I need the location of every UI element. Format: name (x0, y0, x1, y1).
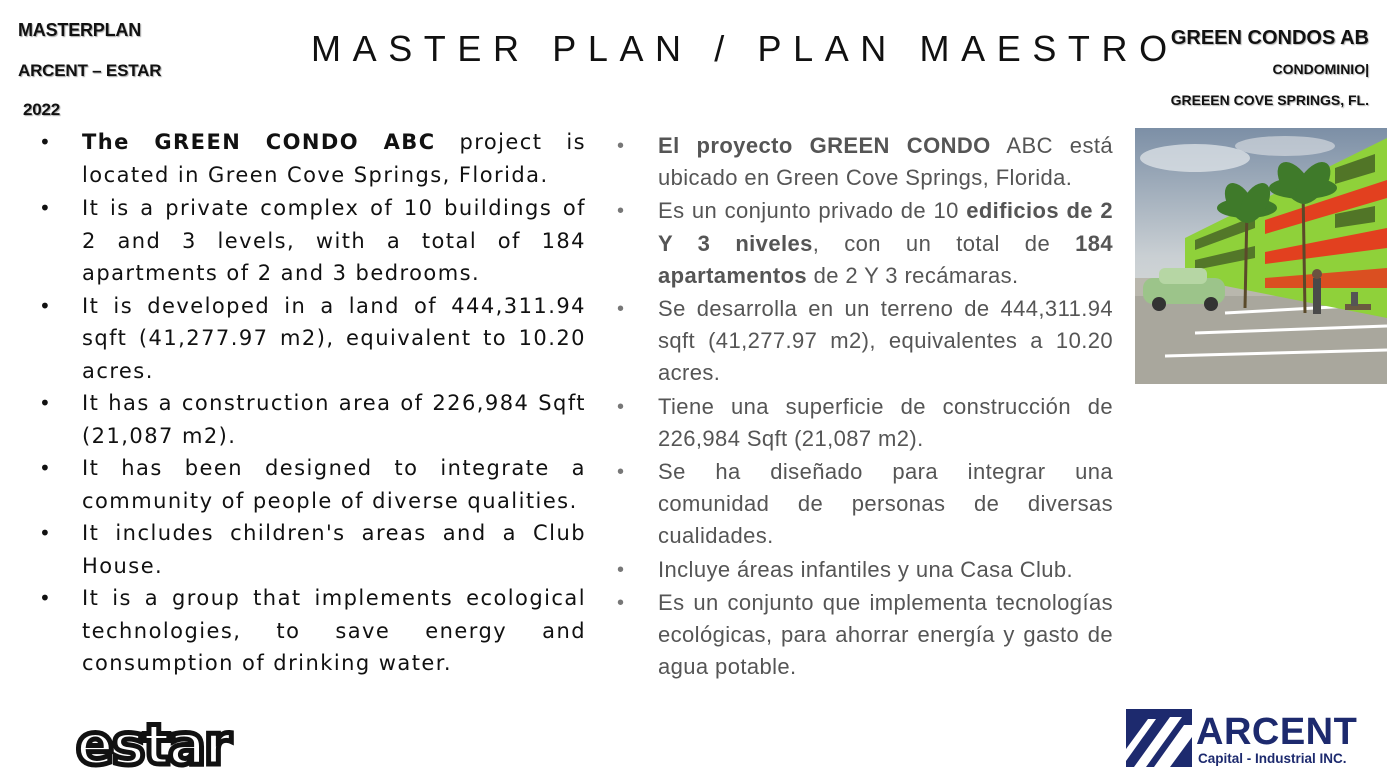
bullet-icon: • (617, 591, 625, 614)
list-item: • Se ha diseñado para integrar una comunidad de personas de diversas cualidades. (610, 456, 1113, 553)
list-item: • It has been designed to integrate a community of people of diverse qualities. (30, 452, 586, 517)
bullet-icon: • (617, 558, 625, 581)
list-item: • Es un conjunto privado de 10 edificios de 2 Y 3 niveles, con un total de 184 apartamentos de 2 Y 3 recámaras. (610, 195, 1113, 292)
english-description (30, 126, 586, 680)
spanish-description (610, 130, 1113, 684)
bullet-icon: • (39, 521, 53, 545)
arcent-tagline: Capital - Industrial INC. (1198, 751, 1347, 766)
project-type: CONDOMINIO| (1272, 61, 1369, 77)
page-title: MASTER PLAN / PLAN MAESTRO (311, 28, 1179, 69)
spanish-bullet-list (610, 130, 1113, 683)
year-label: 2022 (23, 100, 61, 119)
building-rendering-image (1135, 128, 1387, 384)
list-item: • Tiene una superficie de construcción de 226,984 Sqft (21,087 m2). (610, 391, 1113, 455)
list-item: • Es un conjunto que implementa tecnologías ecológicas, para ahorrar energía y gasto de agua potable. (610, 587, 1113, 684)
bullet-icon: • (39, 456, 53, 480)
bullet-icon: • (617, 395, 625, 418)
list-item: • Incluye áreas infantiles y una Casa Club. (610, 554, 1113, 586)
svg-text:estar: estar (76, 722, 230, 770)
bullet-icon: • (39, 391, 53, 415)
list-item: • It includes children's areas and a Club House. (30, 517, 586, 582)
arcent-wordmark: ARCENT (1196, 711, 1358, 753)
project-location: GREEEN COVE SPRINGS, FL. (1170, 92, 1369, 108)
bullet-icon: • (39, 130, 53, 154)
english-bullet-list (30, 126, 586, 680)
list-item: • Se desarrolla en un terreno de 444,311.94 sqft (41,277.97 m2), equivalentes a 10.20 acres. (610, 293, 1113, 390)
list-item: • It is a group that implements ecological technologies, to save energy and consumption of drinking water. (30, 582, 586, 680)
bullet-icon: • (617, 298, 625, 321)
list-item: • It is a private complex of 10 buildings of 2 and 3 levels, with a total of 184 apartments of 2 and 3 bedrooms. (30, 192, 586, 290)
list-item: • El proyecto GREEN CONDO ABC está ubicado en Green Cove Springs, Florida. (610, 130, 1113, 194)
arcent-logo (1126, 709, 1364, 769)
estar-logo (76, 722, 278, 770)
masterplan-label: MASTERPLAN (18, 20, 141, 40)
bullet-icon: • (617, 461, 625, 484)
bullet-icon: • (617, 200, 625, 223)
project-name: GREEN CONDOS AB (1170, 27, 1369, 49)
list-item: • It has a construction area of 226,984 Sqft (21,087 m2). (30, 387, 586, 452)
bullet-icon: • (39, 586, 53, 610)
arcent-emblem-icon (1126, 709, 1192, 767)
bullet-icon: • (39, 293, 53, 318)
list-item: • The GREEN CONDO ABC project is located in Green Cove Springs, Florida. (30, 126, 586, 191)
arcent-estar-label: ARCENT – ESTAR (18, 61, 162, 80)
bullet-icon: • (617, 135, 625, 157)
list-item: • It is developed in a land of 444,311.94 sqft (41,277.97 m2), equivalent to 10.20 acres. (30, 290, 586, 388)
bullet-icon: • (39, 196, 53, 220)
